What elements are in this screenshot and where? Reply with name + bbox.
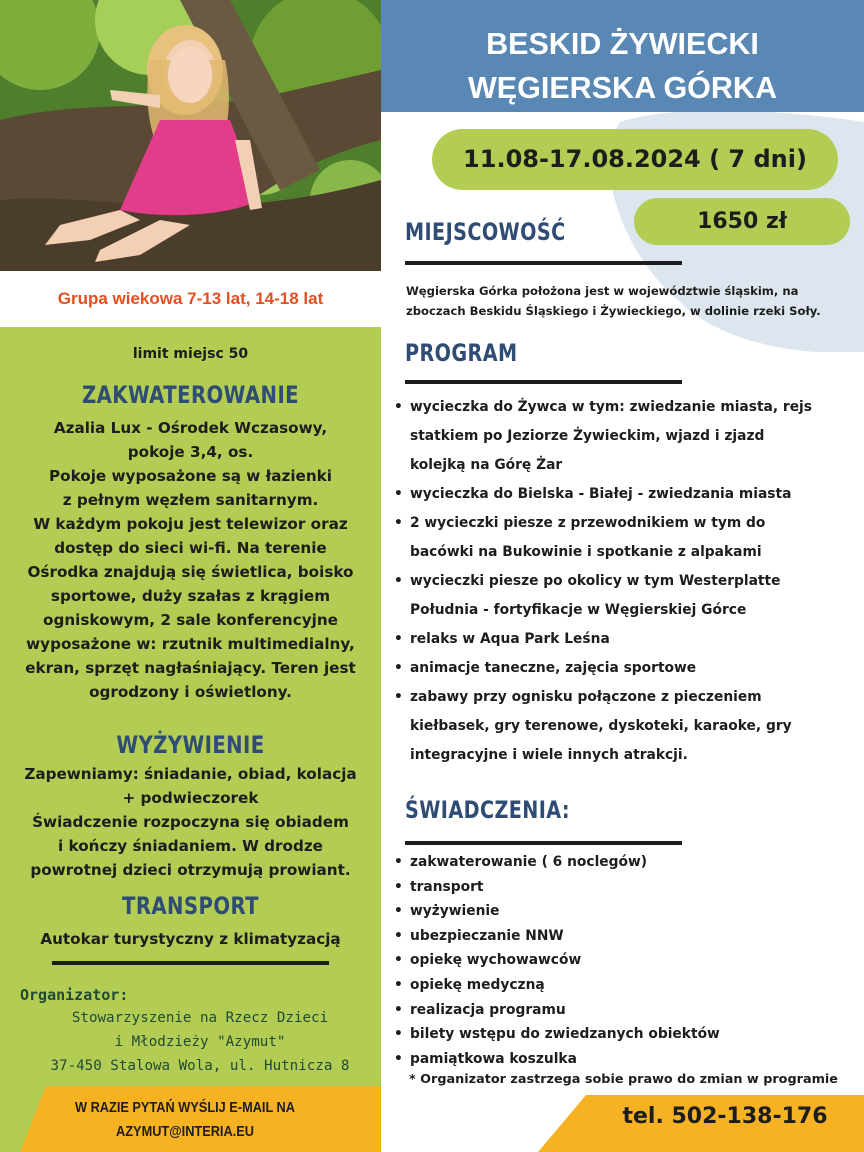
girl-on-tree-photo (0, 0, 381, 271)
benefit-item: • pamiątkowa koszulka (394, 1047, 720, 1072)
organizer-line: Stowarzyszenie na Rzecz Dzieci (71, 1010, 329, 1026)
program-item: • 2 wycieczki piesze z przewodnikiem w tym do (394, 509, 812, 538)
benefit-item: • transport (394, 875, 720, 900)
food-heading: WYŻYWIENIE (116, 731, 265, 759)
transport-heading: TRANSPORT (122, 892, 259, 920)
program-item-continued: integracyjne i wiele innych atrakcji. (410, 747, 688, 763)
email-prompt: W RAZIE PYTAŃ WYŚLIJ E-MAIL NA (75, 1100, 295, 1116)
benefit-item: • ubezpieczanie NNW (394, 924, 720, 949)
accommodation-text (12, 416, 369, 704)
program-item: • animacje taneczne, zajęcia sportowe (394, 654, 812, 683)
accommodation-line: ogrodzony i oświetlony. (89, 683, 292, 701)
food-line: Świadczenie rozpoczyna się obiadem (32, 813, 349, 831)
program-item-continued: bacówki na Bukowinie i spotkanie z alpakami (410, 544, 762, 560)
email-banner-text (40, 1096, 330, 1144)
benefit-item: • bilety wstępu do zwiedzanych obiektów (394, 1022, 720, 1047)
program-heading: PROGRAM (405, 339, 518, 367)
accommodation-line: Ośrodka znajdują się świetlica, boisko (27, 563, 354, 581)
program-item: • relaks w Aqua Park Leśna (394, 625, 812, 654)
location-divider (405, 261, 682, 265)
organizer-line: i Młodzieży "Azymut" (114, 1034, 286, 1050)
phone-number[interactable]: tel. 502-138-176 (622, 1104, 828, 1129)
dates-pill: 11.08-17.08.2024 ( 7 dni) (432, 129, 838, 190)
benefit-item: • realizacja programu (394, 998, 720, 1023)
page-title (381, 22, 864, 110)
program-item-continued: statkiem po Jeziorze Żywieckim, wjazd i zjazd (410, 428, 765, 444)
program-item: • wycieczka do Żywca w tym: zwiedzanie miasta, rejs (394, 393, 812, 422)
accommodation-line: ogniskowym, 2 sale konferencyjne (43, 611, 338, 629)
age-group: Grupa wiekowa 7-13 lat, 14-18 lat (57, 289, 324, 308)
benefit-item: • wyżywienie (394, 899, 720, 924)
title-line-1: BESKID ŻYWIECKI (486, 27, 759, 61)
accommodation-line: Pokoje wyposażone są w łazienki (49, 467, 332, 485)
accommodation-line: dostęp do sieci wi-fi. Na terenie (54, 539, 327, 557)
benefits-heading: ŚWIADCZENIA: (405, 796, 570, 824)
program-item: • wycieczka do Bielska - Białej - zwiedzania miasta (394, 480, 812, 509)
program-item-continued: Południa - fortyfikacje w Węgierskiej Górce (410, 602, 747, 618)
program-item-continued: kiełbasek, gry terenowe, dyskoteki, karaoke, gry (410, 718, 792, 734)
benefit-item: • opiekę wychowawców (394, 948, 720, 973)
transport-text: Autokar turystyczny z klimatyzacją (40, 930, 341, 948)
accommodation-line: sportowe, duży szałas z krągiem (50, 587, 331, 605)
price-pill: 1650 zł (634, 198, 850, 245)
accommodation-heading: ZAKWATEROWANIE (81, 381, 300, 409)
location-text (406, 281, 846, 321)
food-line: powrotnej dzieci otrzymują prowiant. (30, 861, 351, 879)
email-address[interactable]: AZYMUT@INTERIA.EU (116, 1124, 254, 1140)
program-item: • wycieczki piesze po okolicy w tym Westerplatte (394, 567, 812, 596)
title-line-2: WĘGIERSKA GÓRKA (468, 71, 777, 105)
accommodation-line: Azalia Lux - Ośrodek Wczasowy, (53, 419, 328, 437)
benefit-item: • zakwaterowanie ( 6 noclegów) (394, 850, 720, 875)
accommodation-line: ekran, sprzęt nagłaśniający. Teren jest (25, 659, 356, 677)
food-line: + podwieczorek (122, 789, 259, 807)
benefit-item: • opiekę medyczną (394, 973, 720, 998)
accommodation-line: wyposażone w: rzutnik multimedialny, (26, 635, 355, 653)
program-item-continued: kolejką na Górę Żar (410, 457, 563, 473)
organizer-details (30, 1006, 370, 1078)
location-line: zboczach Beskidu Śląskiego i Żywieckiego, w dolinie rzeki Soły. (406, 304, 821, 318)
organizer-line: 37-450 Stalowa Wola, ul. Hutnicza 8 (50, 1058, 350, 1074)
program-list (394, 393, 812, 770)
organizer-label: Organizator: (20, 986, 129, 1004)
accommodation-line: pokoje 3,4, os. (127, 443, 254, 461)
benefits-list (394, 850, 720, 1071)
food-text (12, 762, 369, 882)
benefits-divider (405, 841, 682, 845)
places-limit: limit miejsc 50 (132, 346, 249, 362)
accommodation-line: z pełnym węzłem sanitarnym. (62, 491, 319, 509)
left-divider (52, 961, 329, 965)
left-column (0, 0, 381, 1152)
location-heading: MIEJSCOWOŚĆ (405, 218, 566, 246)
location-line: Węgierska Górka położona jest w województwie śląskim, na (406, 284, 799, 298)
accommodation-line: W każdym pokoju jest telewizor oraz (33, 515, 348, 533)
program-item: • zabawy przy ognisku połączone z pieczeniem (394, 683, 812, 712)
food-line: i kończy śniadaniem. W drodze (58, 837, 323, 855)
program-change-note: * Organizator zastrzega sobie prawo do zmian w programie (409, 1072, 838, 1087)
food-line: Zapewniamy: śniadanie, obiad, kolacja (24, 765, 357, 783)
program-divider (405, 380, 682, 384)
